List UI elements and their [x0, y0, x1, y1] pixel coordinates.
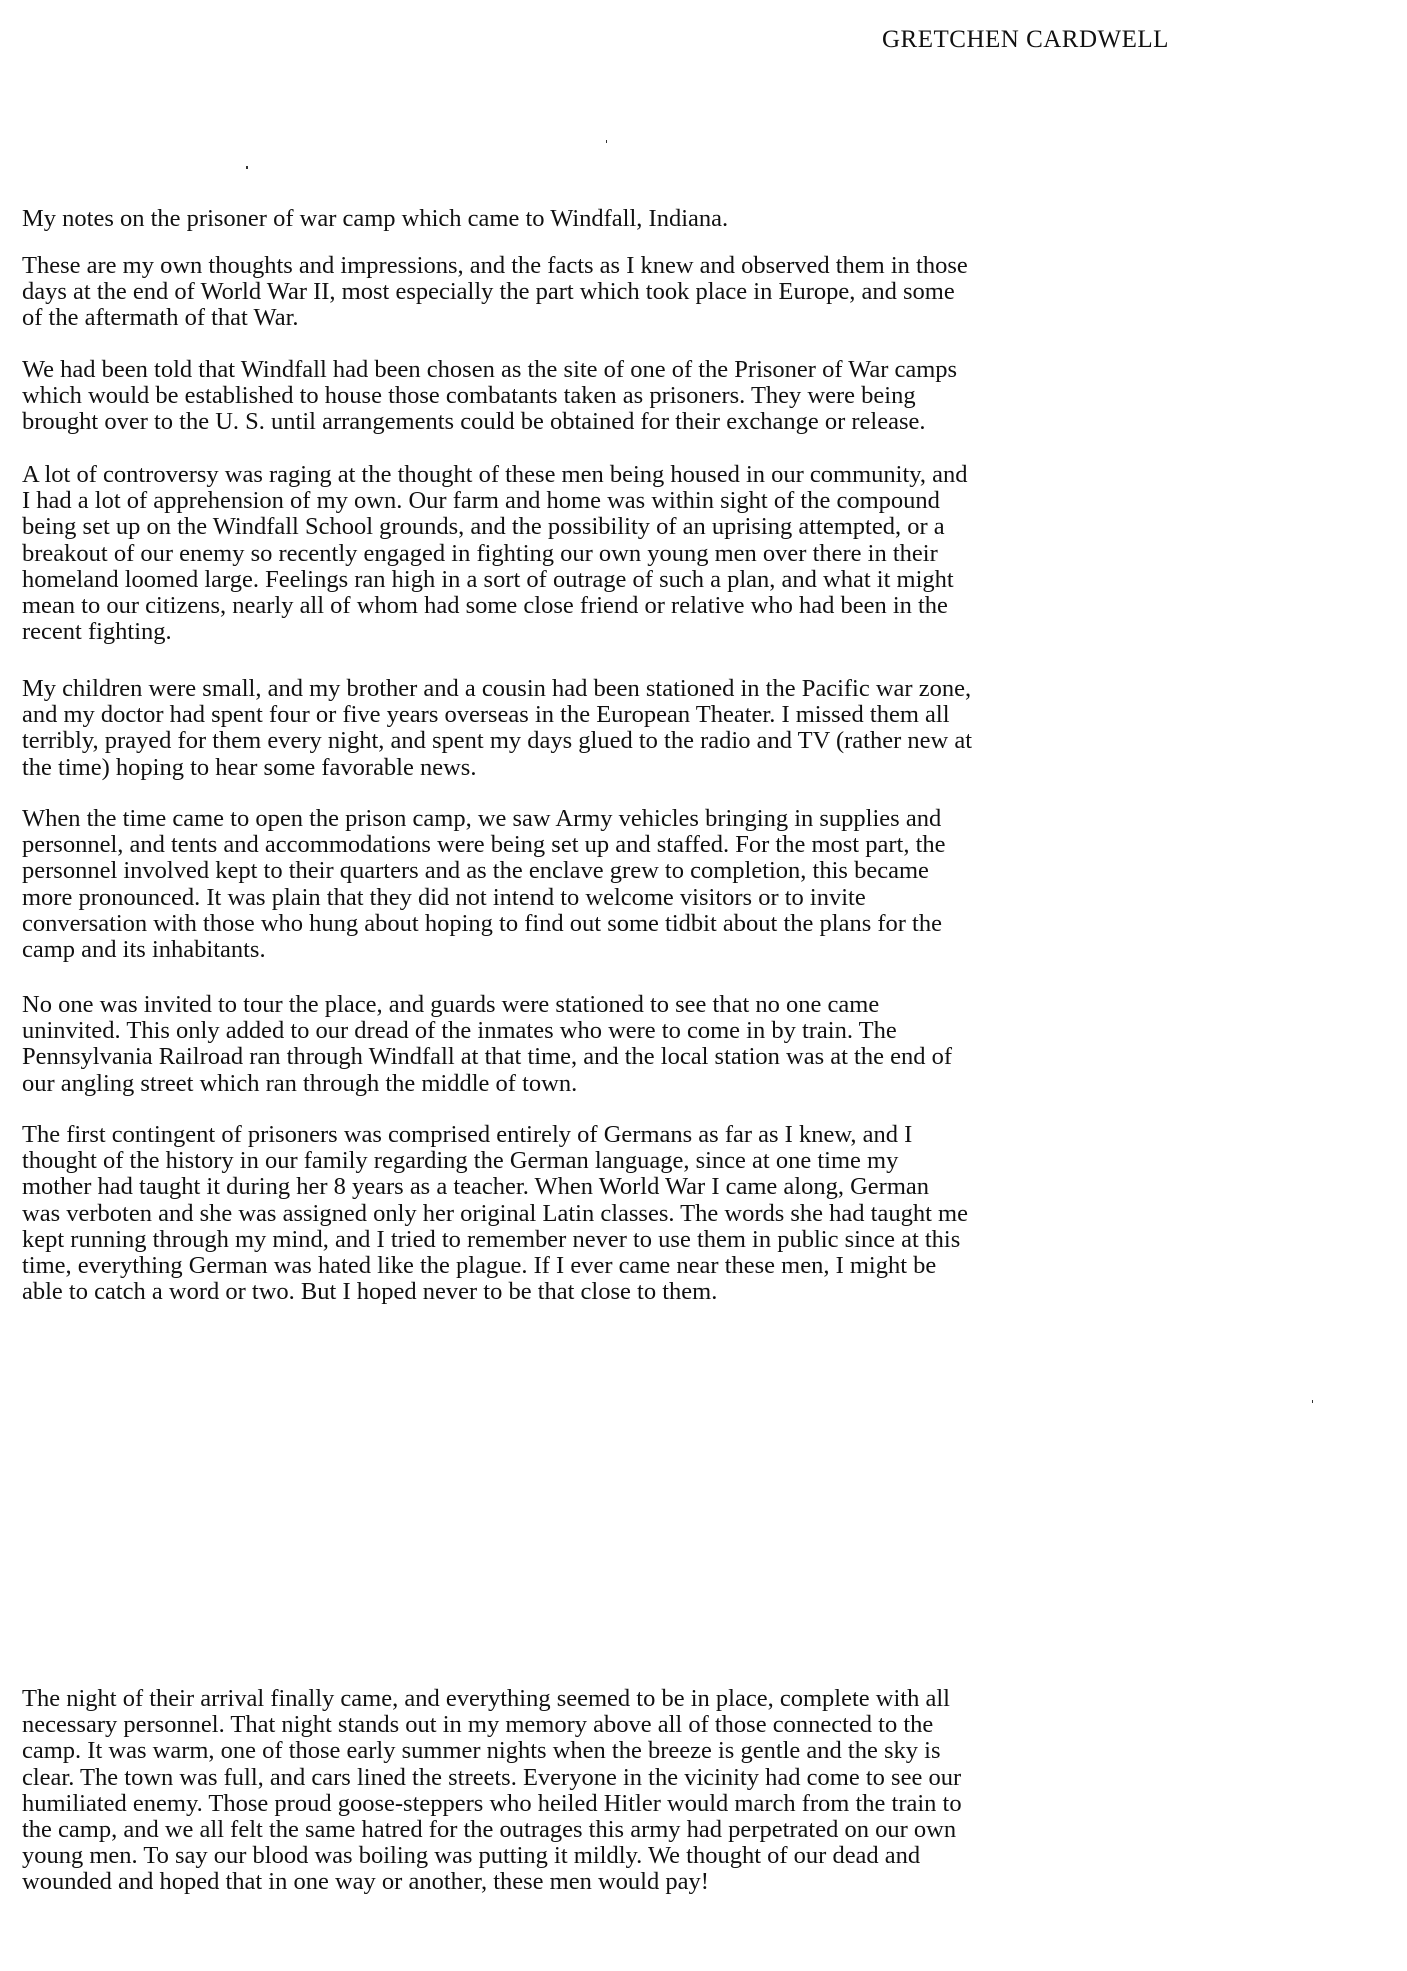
text-line: A lot of controversy was raging at the thought of these men being housed in our community, and [22, 461, 968, 488]
text-line: was verboten and she was assigned only her original Latin classes. The words she had taught me [22, 1199, 968, 1227]
text-line: humiliated enemy. Those proud goose-steppers who heiled Hitler would march from the train to [22, 1789, 962, 1817]
author-name: GRETCHEN CARDWELL [882, 26, 1169, 53]
paragraph [22, 676, 1392, 781]
text-line: being set up on the Windfall School grounds, and the possibility of an uprising attempted, or a [22, 513, 945, 541]
text-line: able to catch a word or two. But I hoped never to be that close to them. [22, 1278, 718, 1306]
text-line: necessary personnel. That night stands out in my memory above all of those connected to the [22, 1711, 934, 1739]
text-line: more pronounced. It was plain that they did not intend to welcome visitors or to invite [22, 883, 866, 911]
text-line: young men. To say our blood was boiling was putting it mildly. We thought of our dead and [22, 1842, 921, 1870]
text-line: homeland loomed large. Feelings ran high in a sort of outrage of such a plan, and what it might [22, 565, 954, 593]
text-line: camp. It was warm, one of those early summer nights when the breeze is gentle and the sky is [22, 1737, 941, 1765]
text-line: These are my own thoughts and impressions, and the facts as I knew and observed them in those [22, 252, 968, 279]
text-line: When the time came to open the prison camp, we saw Army vehicles bringing in supplies and [22, 805, 942, 832]
text-line: breakout of our enemy so recently engaged in fighting our own young men over there in their [22, 539, 938, 567]
text-line: personnel, and tents and accommodations were being set up and staffed. For the most part, the [22, 831, 946, 859]
text-line: The first contingent of prisoners was comprised entirely of Germans as far as I knew, and I [22, 1121, 913, 1148]
text-line: The night of their arrival finally came, and everything seemed to be in place, complete with all [22, 1685, 950, 1712]
text-line: No one was invited to tour the place, and guards were stationed to see that no one came [22, 991, 880, 1018]
text-line: clear. The town was full, and cars lined the streets. Everyone in the vicinity had come to see our [22, 1763, 962, 1791]
text-line: the time) hoping to hear some favorable news. [22, 753, 477, 781]
text-line: our angling street which ran through the middle of town. [22, 1069, 578, 1097]
text-line: of the aftermath of that War. [22, 304, 299, 332]
text-line: conversation with those who hung about hoping to find out some tidbit about the plans for the [22, 909, 942, 937]
text-line: personnel involved kept to their quarters and as the enclave grew to completion, this became [22, 857, 929, 885]
text-line: terribly, prayed for them every night, and spent my days glued to the radio and TV (rather new at [22, 727, 972, 755]
paragraph [22, 1686, 1392, 1896]
text-line: days at the end of World War II, most especially the part which took place in Europe, and some [22, 278, 955, 306]
text-line: kept running through my mind, and I tried to remember never to use them in public since at this [22, 1225, 961, 1253]
text-line: recent fighting. [22, 618, 172, 646]
text-line: and my doctor had spent four or five years overseas in the European Theater. I missed them all [22, 701, 950, 729]
text-line: mean to our citizens, nearly all of whom had some close friend or relative who had been in the [22, 591, 948, 619]
paragraph [22, 357, 1392, 436]
text-line: Pennsylvania Railroad ran through Windfall at that time, and the local station was at the end of [22, 1043, 952, 1071]
text-line: We had been told that Windfall had been chosen as the site of one of the Prisoner of War camps [22, 356, 958, 383]
scan-speck [246, 166, 248, 169]
paragraph [22, 992, 1392, 1097]
text-line: I had a lot of apprehension of my own. Our farm and home was within sight of the compound [22, 487, 940, 515]
text-line: brought over to the U. S. until arrangements could be obtained for their exchange or release. [22, 408, 926, 436]
text-line: My children were small, and my brother and a cousin had been stationed in the Pacific war zone, [22, 675, 972, 702]
text-line: mother had taught it during her 8 years as a teacher. When World War I came along, German [22, 1173, 930, 1201]
paragraph [22, 253, 1392, 332]
text-line: thought of the history in our family regarding the German language, since at one time my [22, 1147, 899, 1175]
paragraph [22, 806, 1392, 963]
text-line: camp and its inhabitants. [22, 935, 266, 963]
text-line: the camp, and we all felt the same hatred for the outrages this army had perpetrated on our own [22, 1815, 957, 1843]
document-title: My notes on the prisoner of war camp which came to Windfall, Indiana. [22, 205, 729, 232]
scan-speck [606, 140, 607, 143]
text-line: which would be established to house those combatants taken as prisoners. They were being [22, 382, 916, 410]
text-line: uninvited. This only added to our dread of the inmates who were to come in by train. The [22, 1017, 897, 1045]
paragraph [22, 462, 1392, 645]
scan-speck [1312, 1400, 1313, 1403]
paragraph [22, 1122, 1392, 1305]
text-line: wounded and hoped that in one way or another, these men would pay! [22, 1868, 709, 1896]
text-line: time, everything German was hated like the plague. If I ever came near these men, I might be [22, 1251, 937, 1279]
